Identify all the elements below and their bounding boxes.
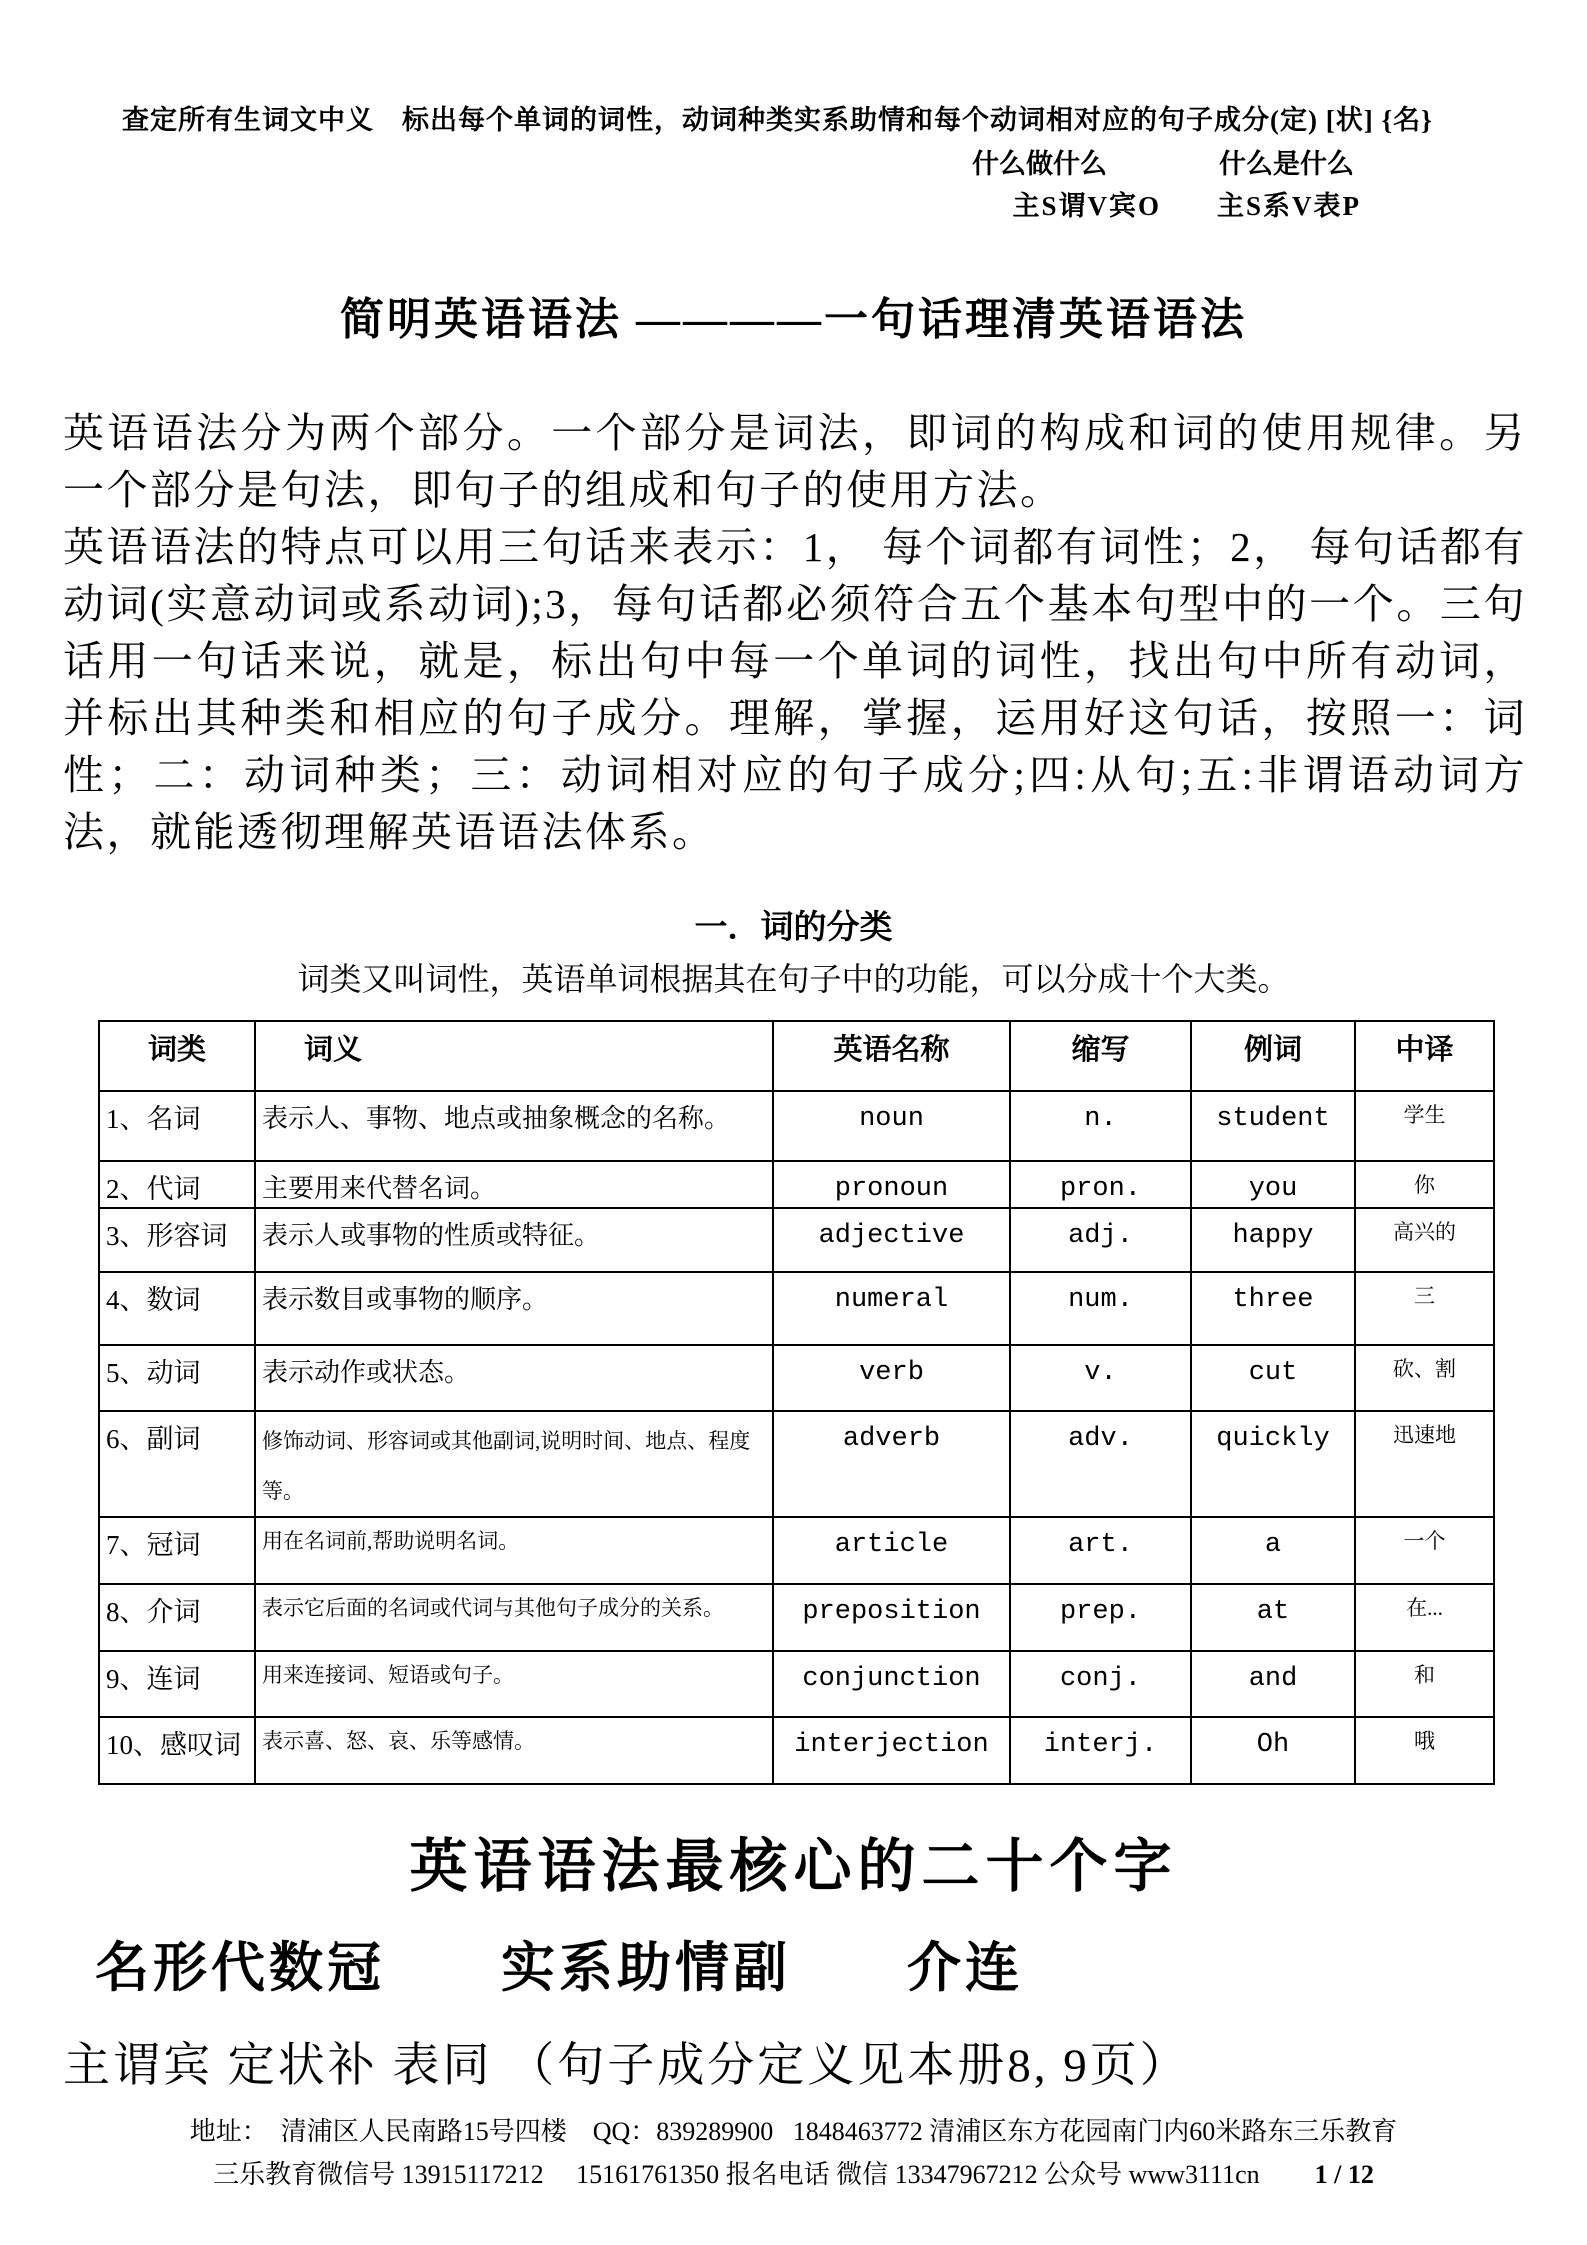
- core-word-classes-line: 名形代数冠 实系助情副 介连: [95, 1938, 1023, 1999]
- section-heading: 一．词的分类: [694, 910, 893, 946]
- cell-meaning: 用在名词前,帮助说明名词。: [255, 1517, 773, 1584]
- cell-meaning: 表示人或事物的性质或特征。: [255, 1208, 773, 1272]
- column-header: 词义: [255, 1021, 773, 1091]
- cell-meaning: 表示动作或状态。: [255, 1345, 773, 1411]
- annotation-sub-right: 什么是什么: [1219, 149, 1354, 179]
- cell-abbr: interj.: [1010, 1717, 1191, 1784]
- table-row: [99, 1517, 1494, 1584]
- cell-meaning: 用来连接词、短语或句子。: [255, 1651, 773, 1717]
- column-header: 词类: [99, 1021, 255, 1091]
- pos-table-body: [99, 1091, 1494, 1784]
- annotation-sub-line: [0, 142, 1587, 181]
- column-header: 缩写: [1010, 1021, 1191, 1091]
- cell-english: article: [773, 1517, 1010, 1584]
- table-row: [99, 1651, 1494, 1717]
- cell-chinese: 学生: [1355, 1091, 1494, 1161]
- cell-chinese: 迅速地: [1355, 1411, 1494, 1517]
- cell-example: three: [1191, 1272, 1355, 1345]
- column-header: 中译: [1355, 1021, 1494, 1091]
- cell-abbr: adv.: [1010, 1411, 1191, 1517]
- intro-paragraph-1: 英语语法分为两个部分。一个部分是词法，即词的构成和词的使用规律。另一个部分是句法，即句子的组成和句子的使用方法。: [63, 410, 1527, 513]
- cell-abbr: n.: [1010, 1091, 1191, 1161]
- annotation-sub-left: 什么做什么: [972, 149, 1107, 179]
- cell-chinese: 高兴的: [1355, 1208, 1494, 1272]
- pos-table-header-row: [99, 1021, 1494, 1091]
- table-row: [99, 1411, 1494, 1517]
- table-row: [99, 1345, 1494, 1411]
- table-row: [99, 1161, 1494, 1208]
- cell-cls: 3、形容词: [99, 1208, 255, 1272]
- cell-chinese: 和: [1355, 1651, 1494, 1717]
- table-row: [99, 1208, 1494, 1272]
- column-header: 英语名称: [773, 1021, 1010, 1091]
- cell-example: happy: [1191, 1208, 1355, 1272]
- cell-chinese: 三: [1355, 1272, 1494, 1345]
- footer-contact-line: [0, 2154, 1587, 2191]
- cell-abbr: conj.: [1010, 1651, 1191, 1717]
- cell-meaning: 表示人、事物、地点或抽象概念的名称。: [255, 1091, 773, 1161]
- cell-cls: 1、名词: [99, 1091, 255, 1161]
- footer-address-line: 地址： 清浦区人民南路15号四楼 QQ：839289900 1848463772 清浦区东方花园南门内60米路东三乐教育: [189, 2117, 1398, 2147]
- page-footer: [0, 2111, 1587, 2191]
- cell-chinese: 哦: [1355, 1717, 1494, 1784]
- page-title: 简明英语语法 ————一句话理清英语语法: [340, 295, 1247, 344]
- cell-english: conjunction: [773, 1651, 1010, 1717]
- cell-chinese: 砍、割: [1355, 1345, 1494, 1411]
- cell-example: at: [1191, 1584, 1355, 1651]
- cell-meaning: 主要用来代替名词。: [255, 1161, 773, 1208]
- table-row: [99, 1717, 1494, 1784]
- core-sentence-parts-line: 主谓宾 定状补 表同 （句子成分定义见本册8, 9页）: [63, 2040, 1190, 2093]
- cell-meaning: 修饰动词、形容词或其他副词,说明时间、地点、程度等。: [255, 1411, 773, 1517]
- cell-example: a: [1191, 1517, 1355, 1584]
- cell-example: you: [1191, 1161, 1355, 1208]
- cell-chinese: 一个: [1355, 1517, 1494, 1584]
- cell-example: cut: [1191, 1345, 1355, 1411]
- cell-abbr: num.: [1010, 1272, 1191, 1345]
- footer-contact-text: 三乐教育微信号 13915117212 15161761350 报名电话 微信 13347967212 公众号 www3111cn: [213, 2160, 1260, 2190]
- cell-english: adverb: [773, 1411, 1010, 1517]
- cell-meaning: 表示喜、怒、哀、乐等感情。: [255, 1717, 773, 1784]
- cell-cls: 9、连词: [99, 1651, 255, 1717]
- annotation-line: 查定所有生词文中义 标出每个单词的词性，动词种类实系助情和每个动词相对应的句子成分(定) [状] {名}: [122, 105, 1433, 135]
- cell-english: adjective: [773, 1208, 1010, 1272]
- parts-of-speech-table: [98, 1020, 1495, 1785]
- cell-chinese: 在...: [1355, 1584, 1494, 1651]
- intro-paragraph-2: 英语语法的特点可以用三句话来表示：1， 每个词都有词性；2， 每句话都有动词(实意动词或系动词);3，每句话都必须符合五个基本句型中的一个。三句话用一句话来说，就是，标出句中每一个单词的词性，找出句中所有动词，并标出其种类和相应的句子成分。理解，掌握，运用好这句话，按照一：词性；二：动词种类；三：动词相对应的句子成分;四:从句;五:非谓语动词方法，就能透彻理解英语语法体系。: [63, 524, 1527, 855]
- cell-cls: 2、代词: [99, 1161, 255, 1208]
- cell-english: pronoun: [773, 1161, 1010, 1208]
- cell-abbr: pron.: [1010, 1161, 1191, 1208]
- section-subheading: 词类又叫词性，英语单词根据其在句子中的功能，可以分成十个大类。: [297, 961, 1290, 997]
- cell-example: and: [1191, 1651, 1355, 1717]
- cell-english: noun: [773, 1091, 1010, 1161]
- table-row: [99, 1091, 1494, 1161]
- cell-cls: 5、动词: [99, 1345, 255, 1411]
- cell-english: verb: [773, 1345, 1010, 1411]
- page-number: 1 / 12: [1314, 2160, 1374, 2190]
- cell-cls: 6、副词: [99, 1411, 255, 1517]
- table-row: [99, 1272, 1494, 1345]
- cell-abbr: adj.: [1010, 1208, 1191, 1272]
- table-row: [99, 1584, 1494, 1651]
- cell-abbr: art.: [1010, 1517, 1191, 1584]
- cell-chinese: 你: [1355, 1161, 1494, 1208]
- cell-example: quickly: [1191, 1411, 1355, 1517]
- cell-example: student: [1191, 1091, 1355, 1161]
- cell-meaning: 表示它后面的名词或代词与其他句子成分的关系。: [255, 1584, 773, 1651]
- core-twenty-heading: 英语语法最核心的二十个字: [409, 1834, 1178, 1900]
- cell-cls: 4、数词: [99, 1272, 255, 1345]
- cell-cls: 7、冠词: [99, 1517, 255, 1584]
- cell-cls: 10、感叹词: [99, 1717, 255, 1784]
- cell-example: Oh: [1191, 1717, 1355, 1784]
- intro-section: [63, 405, 1527, 861]
- cell-english: interjection: [773, 1717, 1010, 1784]
- formula-svo: 主S谓V宾O: [1012, 191, 1161, 221]
- cell-meaning: 表示数目或事物的顺序。: [255, 1272, 773, 1345]
- column-header: 例词: [1191, 1021, 1355, 1091]
- annotation-formula-line: [0, 184, 1587, 223]
- cell-abbr: v.: [1010, 1345, 1191, 1411]
- cell-english: preposition: [773, 1584, 1010, 1651]
- cell-english: numeral: [773, 1272, 1010, 1345]
- cell-cls: 8、介词: [99, 1584, 255, 1651]
- formula-svp: 主S系V表P: [1216, 191, 1361, 221]
- cell-abbr: prep.: [1010, 1584, 1191, 1651]
